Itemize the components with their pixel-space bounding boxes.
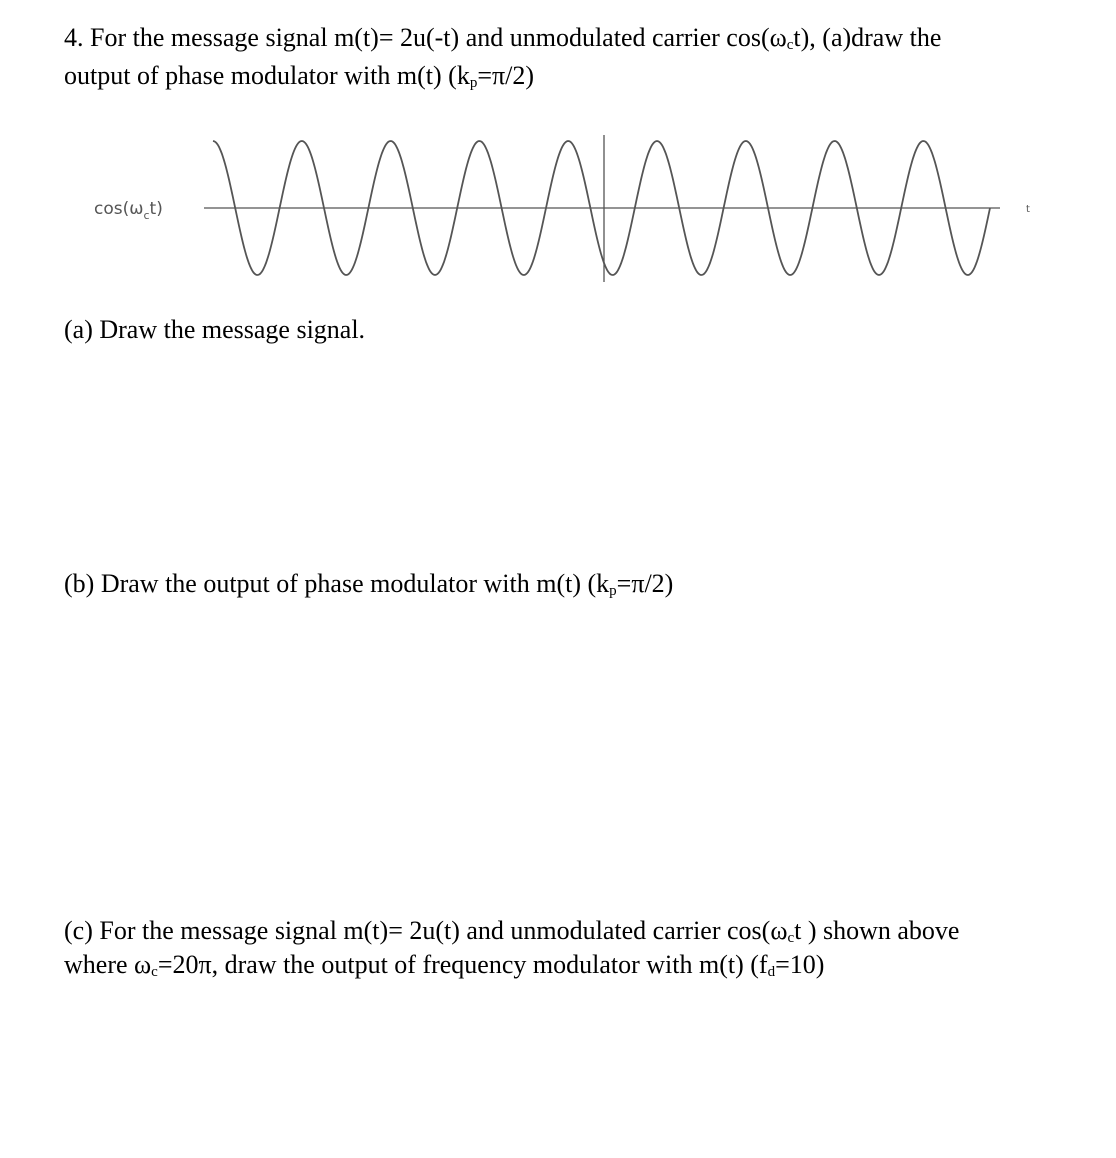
part-c-line-2-text: where ω: [64, 950, 152, 979]
question-line-1-suffix: t), (a)draw the: [793, 23, 942, 52]
part-c-line-2-middle: =20π, draw the output of frequency modulator with m(t) (f: [157, 950, 768, 979]
part-c-line-1-text: (c) For the message signal m(t)= 2u(t) and unmodulated carrier cos(ω: [64, 916, 788, 945]
part-b-suffix: =π/2): [616, 569, 674, 598]
subscript-p: p: [469, 75, 478, 91]
subscript-c: c: [786, 37, 794, 53]
subscript-d: d: [767, 964, 776, 980]
part-c-prompt: [64, 914, 959, 982]
part-b-text: (b) Draw the output of phase modulator with m(t) (k: [64, 569, 610, 598]
part-c-line-2-suffix: =10): [775, 950, 825, 979]
question-line-2-text: output of phase modulator with m(t) (k: [64, 61, 470, 90]
subscript-c: c: [151, 964, 158, 980]
question-line-2-suffix: =π/2): [477, 61, 534, 90]
subscript-p: p: [609, 583, 617, 599]
part-c-line-2: [64, 948, 959, 982]
carrier-waveform-figure: [0, 0, 1116, 300]
subscript-c: c: [787, 930, 795, 946]
part-a-prompt: [64, 311, 365, 349]
time-axis-label: t: [1026, 204, 1030, 215]
part-a-text: (a) Draw the message signal.: [64, 315, 366, 344]
carrier-label: $\cos(\omega_ct)$: [94, 199, 163, 222]
part-c-line-1: [64, 914, 959, 948]
part-b-prompt: [64, 565, 673, 603]
question-line-1-text: 4. For the message signal m(t)= 2u(-t) and unmodulated carrier cos(ω: [64, 23, 787, 52]
part-c-line-1-suffix: t ) shown above: [794, 916, 960, 945]
